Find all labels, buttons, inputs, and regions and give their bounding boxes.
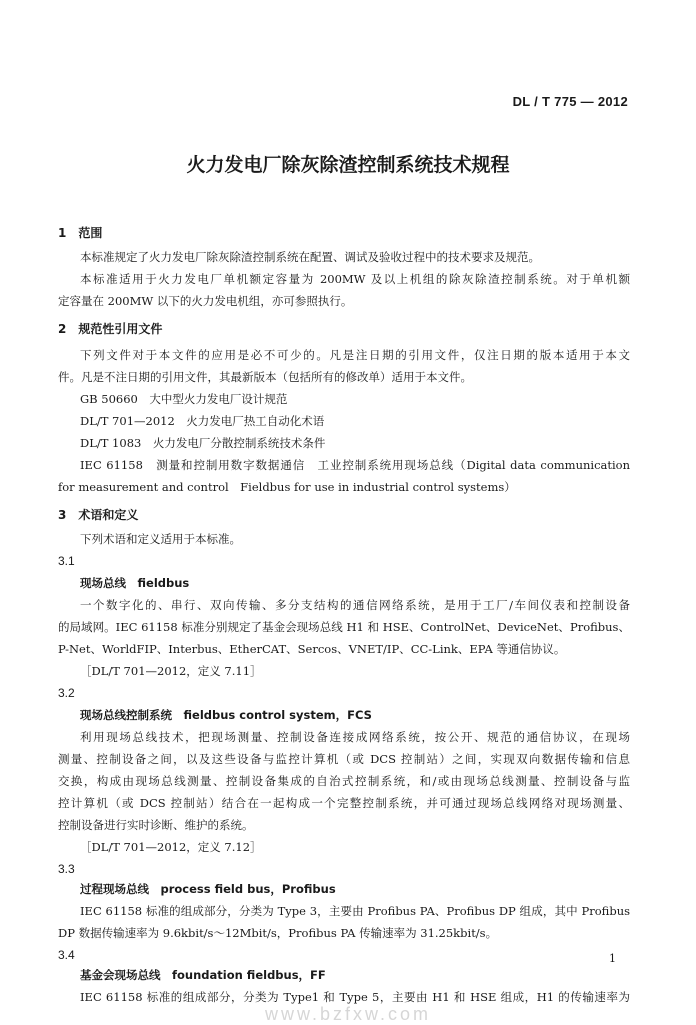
paragraph: 件。凡是不注日期的引用文件，其最新版本（包括所有的修改单）适用于本文件。 [58,370,472,384]
definition-text: 利用现场总线技术，把现场测量、控制设备连接成网络系统，按公开、规范的通信协议，在现场 [80,730,630,744]
term-title: 现场总线 fieldbus [80,576,190,590]
paragraph: 下列文件对于本文件的应用是必不可少的。凡是注日期的引用文件，仅注日期的版本适用于本文 [80,348,630,362]
term-number: 3.4 [58,948,75,962]
definition-source: ［DL/T 701—2012，定义 7.12］ [80,840,262,854]
definition-text: 一个数字化的、串行、双向传输、多分支结构的通信网络系统，是用于工厂/车间仪表和控制设备 [80,598,630,612]
section-2-heading: 2 规范性引用文件 [58,322,163,336]
watermark: www.bzfxw.com [264,1004,432,1024]
definition-text: IEC 61158 标准的组成部分，分类为 Type1 和 Type 5，主要由 H1 和 HSE 组成，H1 的传输速率为 [80,990,630,1004]
definition-source: ［DL/T 701—2012，定义 7.11］ [80,664,262,678]
paragraph: 本标准适用于火力发电厂单机额定容量为 200MW 及以上机组的除灰除渣控制系统。对于单机额 [80,272,630,286]
term-number: 3.1 [58,554,75,568]
term-title: 基金会现场总线 foundation fieldbus，FF [80,968,326,982]
paragraph: 本标准规定了火力发电厂除灰除渣控制系统在配置、调试及验收过程中的技术要求及规范。 [80,250,540,264]
term-number: 3.2 [58,686,75,700]
definition-text: P-Net、WorldFIP、Interbus、EtherCAT、Sercos、VNET/IP、CC-Link、EPA 等通信协议。 [58,642,566,656]
section-3-heading: 3 术语和定义 [58,508,139,522]
term-title: 现场总线控制系统 fieldbus control system，FCS [80,708,372,722]
reference-item: DL/T 701—2012 火力发电厂热工自动化术语 [80,414,325,428]
reference-item: IEC 61158 测量和控制用数字数据通信 工业控制系统用现场总线（Digital data communication [80,458,630,472]
definition-text: 控制设备进行实时诊断、维护的系统。 [58,818,254,832]
page-number: 1 [609,952,616,965]
document-title: 火力发电厂除灰除渣控制系统技术规程 [186,154,510,176]
term-title: 过程现场总线 process field bus，Profibus [80,882,336,896]
definition-text: IEC 61158 标准的组成部分，分类为 Type 3，主要由 Profibus PA、Profibus DP 组成，其中 Profibus [80,904,630,918]
term-number: 3.3 [58,862,75,876]
reference-item: for measurement and control Fieldbus for use in industrial control systems） [58,480,516,494]
standard-number: DL / T 775 — 2012 [512,94,628,109]
definition-text: 的局域网。IEC 61158 标准分别规定了基金会现场总线 H1 和 HSE、ControlNet、DeviceNet、Profibus、 [58,620,630,634]
paragraph: 定容量在 200MW 以下的火力发电机组，亦可参照执行。 [58,294,353,308]
section-1-heading: 1 范围 [58,226,103,240]
definition-text: 控计算机（或 DCS 控制站）结合在一起构成一个完整控制系统，并可通过现场总线网络对现场测量、 [58,796,630,810]
definition-text: 交换，构成由现场总线测量、控制设备集成的自治式控制系统，和/或由现场总线测量、控制设备与监 [58,774,630,788]
definition-text: 测量、控制设备之间，以及这些设备与监控计算机（或 DCS 控制站）之间，实现双向数据传输和信息 [58,752,630,766]
definition-text: DP 数据传输速率为 9.6kbit/s～12Mbit/s，Profibus PA 传输速率为 31.25kbit/s。 [58,926,498,940]
reference-item: GB 50660 大中型火力发电厂设计规范 [80,392,288,406]
paragraph: 下列术语和定义适用于本标准。 [80,532,241,546]
reference-item: DL/T 1083 火力发电厂分散控制系统技术条件 [80,436,326,450]
